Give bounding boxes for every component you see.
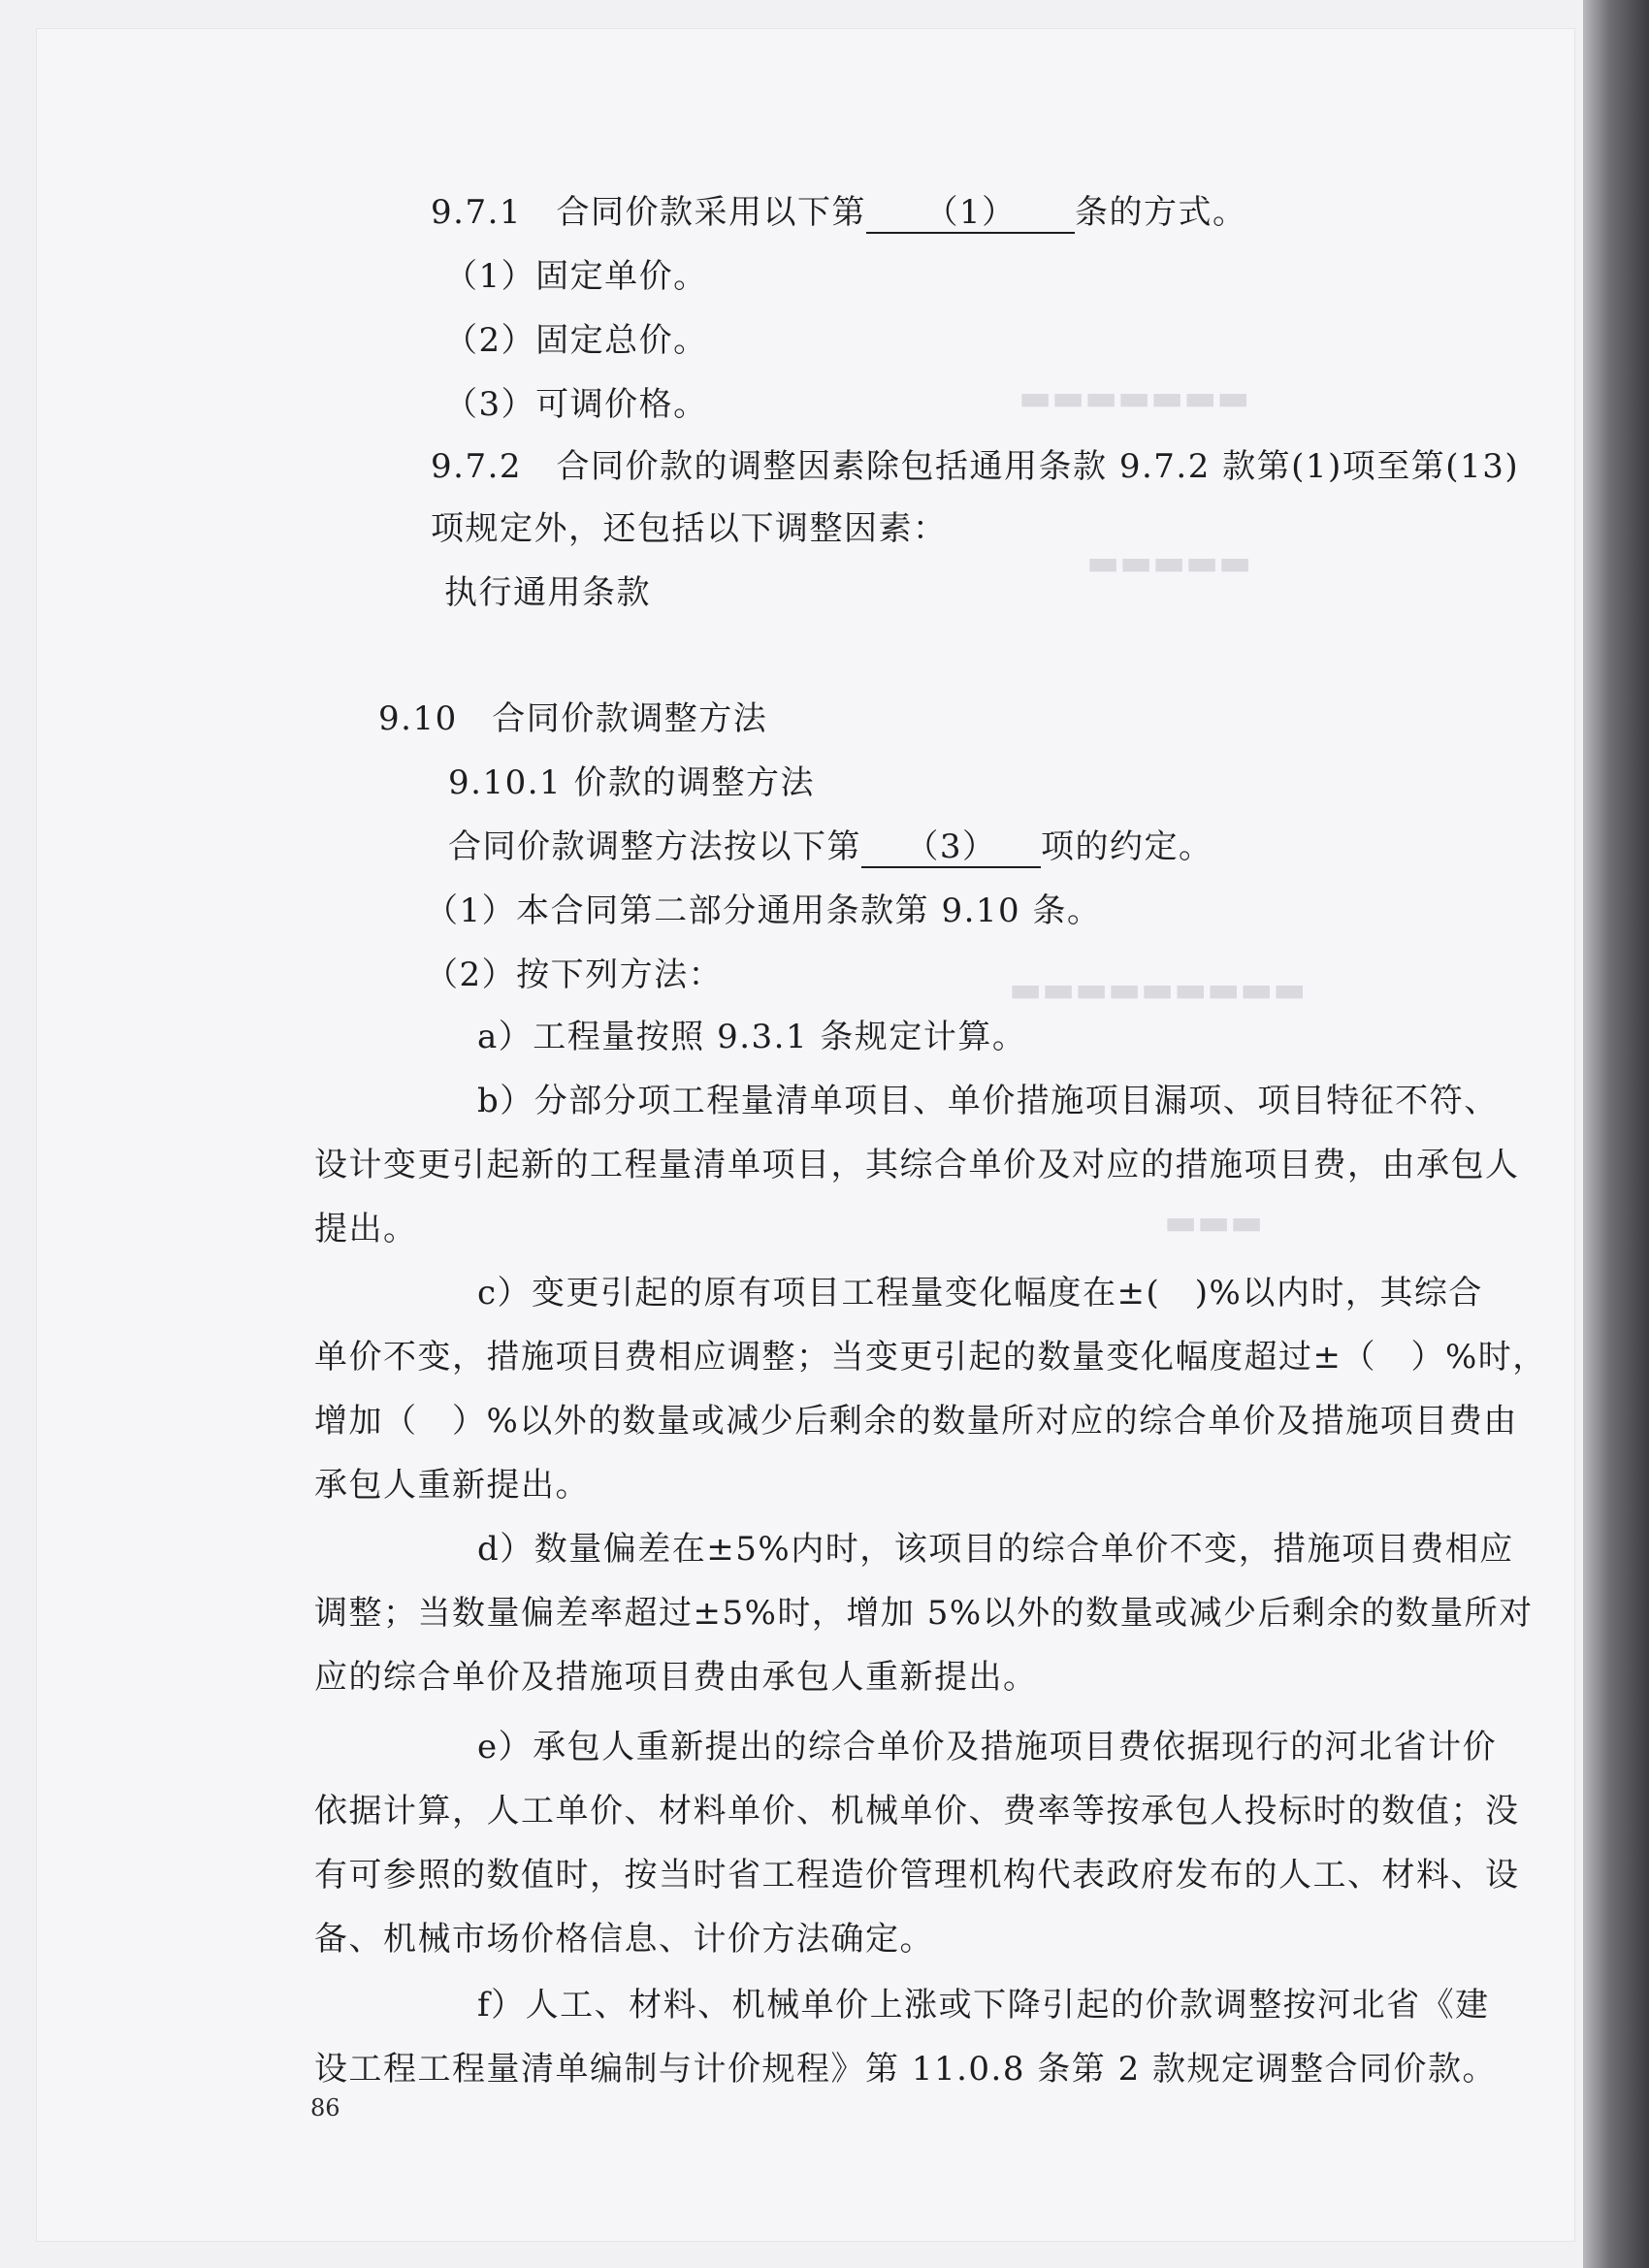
document-page xyxy=(37,29,1574,2241)
clause-9-7-2-line3: 执行通用条款 xyxy=(444,573,651,612)
item-b-line2: 设计变更引起新的工程量清单项目，其综合单价及对应的措施项目费，由承包人 xyxy=(314,1146,1520,1184)
clause-9-7-1 xyxy=(431,190,1247,235)
item-e-line1: e）承包人重新提出的综合单价及措施项目费依据现行的河北省计价 xyxy=(477,1728,1498,1766)
item-b-line1: b）分部分项工程量清单项目、单价措施项目漏项、项目特征不符、 xyxy=(477,1082,1499,1120)
clause-9-7-1-suffix: 条的方式。 xyxy=(1075,193,1247,232)
item-b-line3: 提出。 xyxy=(314,1210,418,1248)
bleed-through-text: ▬▬▬▬▬ xyxy=(1086,543,1252,583)
bleed-through-text: ▬▬▬ xyxy=(1164,1203,1264,1243)
item-e-line2: 依据计算，人工单价、材料单价、机械单价、费率等按承包人投标时的数值；没 xyxy=(314,1792,1520,1831)
item-e-line4: 备、机械市场价格信息、计价方法确定。 xyxy=(314,1920,934,1959)
item-c-line1: c）变更引起的原有项目工程量变化幅度在±( )%以内时，其综合 xyxy=(477,1274,1483,1312)
item-f-line2: 设工程工程量清单编制与计价规程》第 11.0.8 条第 2 款规定调整合同价款。 xyxy=(314,2050,1498,2089)
method-2: （2）按下列方法： xyxy=(425,956,724,994)
agreement-prefix: 合同价款调整方法按以下第 xyxy=(448,827,861,866)
clause-9-10-1-agreement xyxy=(448,825,1213,869)
page-number: 86 xyxy=(310,2094,340,2122)
bleed-through-text: ▬▬▬▬▬▬▬▬▬ xyxy=(1009,970,1307,1010)
item-f-line1: f）人工、材料、机械单价上涨或下降引起的价款调整按河北省《建 xyxy=(477,1986,1490,2025)
item-a: a）工程量按照 9.3.1 条规定计算。 xyxy=(477,1018,1027,1056)
agreement-suffix: 项的约定。 xyxy=(1041,827,1213,866)
option-3: （3）可调价格。 xyxy=(444,385,708,424)
clause-9-7-1-prefix: 9.7.1 合同价款采用以下第 xyxy=(431,193,867,232)
item-d-line2: 调整；当数量偏差率超过±5%时，增加 5%以外的数量或减少后剩余的数量所对 xyxy=(314,1594,1534,1633)
option-2: （2）固定总价。 xyxy=(444,321,708,360)
section-9-10-title: 9.10 合同价款调整方法 xyxy=(378,699,768,738)
item-c-line3: 增加（ ）%以外的数量或减少后剩余的数量所对应的综合单价及措施项目费由 xyxy=(314,1402,1518,1441)
item-c-line4: 承包人重新提出。 xyxy=(314,1466,590,1505)
clause-9-7-2-line1: 9.7.2 合同价款的调整因素除包括通用条款 9.7.2 款第(1)项至第(13) xyxy=(431,447,1520,486)
clause-9-7-2-line2: 项规定外，还包括以下调整因素： xyxy=(431,509,948,548)
book-spine-shadow xyxy=(1583,0,1649,2268)
clause-9-7-1-choice: （1） xyxy=(866,193,1075,234)
bleed-through-text: ▬▬▬▬▬▬▬ xyxy=(1018,378,1250,418)
item-c-line2: 单价不变，措施项目费相应调整；当变更引起的数量变化幅度超过±（ ）%时， xyxy=(314,1338,1547,1377)
section-9-10-1-title: 9.10.1 价款的调整方法 xyxy=(448,763,815,802)
item-e-line3: 有可参照的数值时，按当时省工程造价管理机构代表政府发布的人工、材料、设 xyxy=(314,1856,1520,1895)
item-d-line3: 应的综合单价及措施项目费由承包人重新提出。 xyxy=(314,1658,1038,1697)
item-d-line1: d）数量偏差在±5%内时，该项目的综合单价不变，措施项目费相应 xyxy=(477,1530,1514,1569)
agreement-choice: （3） xyxy=(861,827,1041,868)
method-1: （1）本合同第二部分通用条款第 9.10 条。 xyxy=(425,891,1102,930)
option-1: （1）固定单价。 xyxy=(444,257,708,296)
